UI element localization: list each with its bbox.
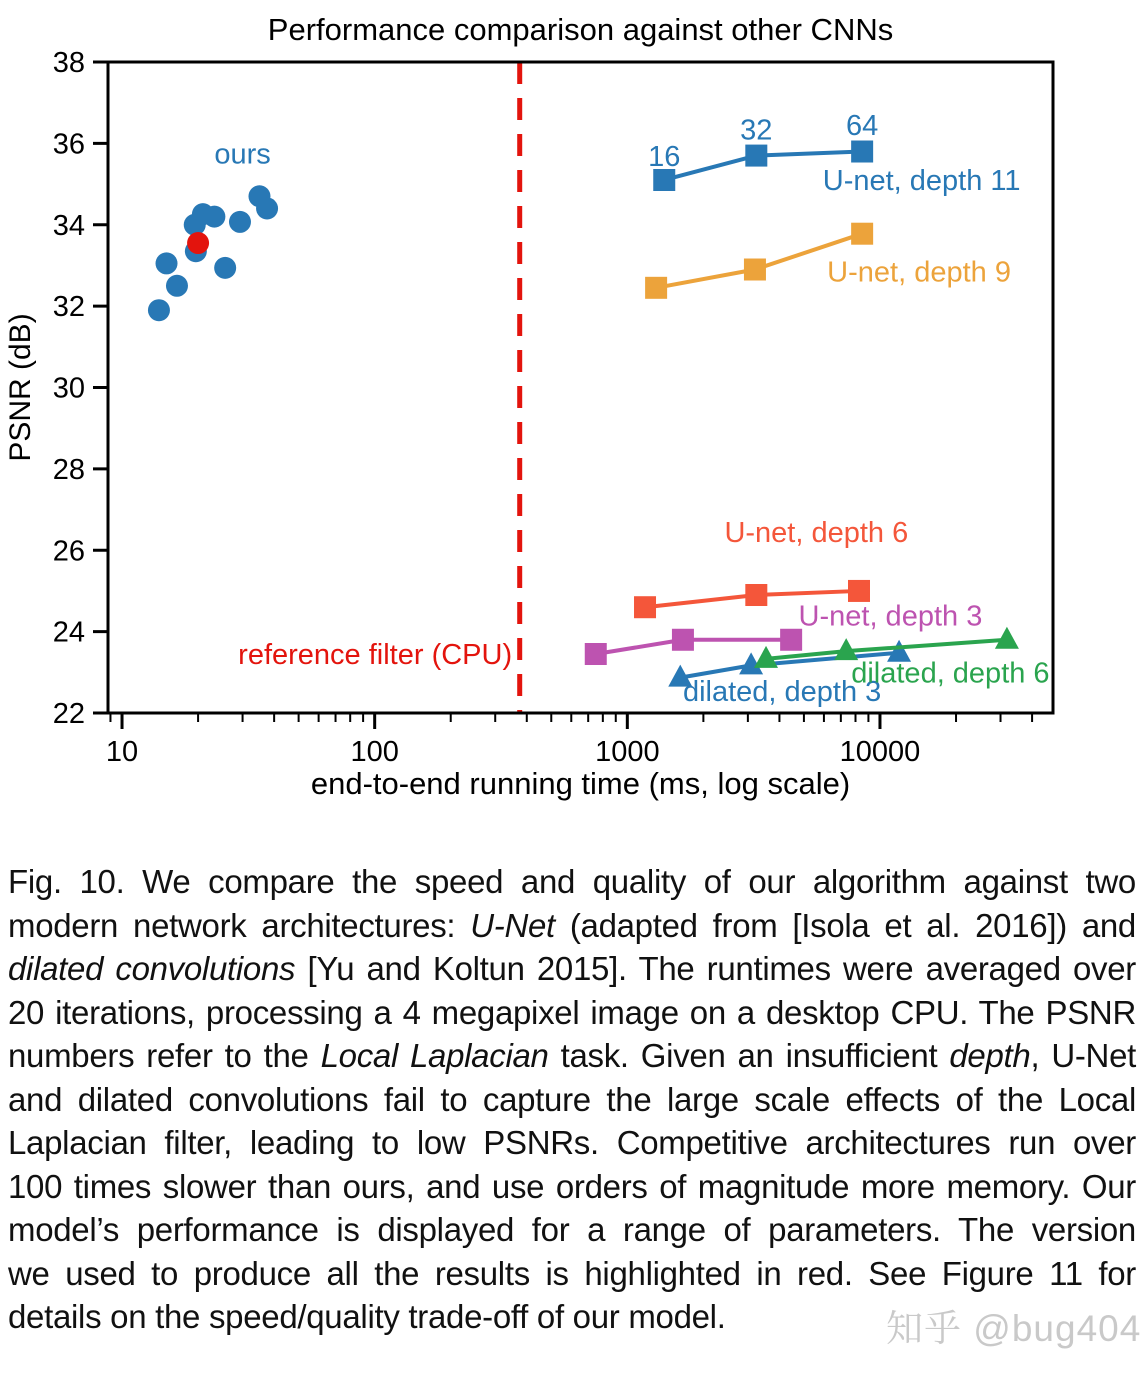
caption-segment: , U-Net <box>1030 1037 1137 1074</box>
caption-line-10 <box>8 1252 1136 1296</box>
caption-line-4 <box>8 991 1136 1035</box>
x-tick-label: 1000 <box>595 736 660 768</box>
y-tick-label: 28 <box>52 453 85 486</box>
watermark: 知乎 @bug404 <box>886 1308 1142 1349</box>
ours-point <box>166 275 188 297</box>
ours-point <box>229 211 251 233</box>
caption-segment: (adapted from [Isola et al. 2016]) and <box>554 906 1136 944</box>
caption-segment: Laplacian filter, leading to low PSNRs. Competitive architectures run over <box>8 1124 1136 1161</box>
ours-highlighted-point <box>187 232 209 254</box>
y-tick-label: 24 <box>52 616 85 649</box>
caption-line-2 <box>8 904 1136 948</box>
chart-title: Performance comparison against other CNNs <box>267 12 894 47</box>
figure-caption <box>8 860 1136 1339</box>
ours-point <box>203 206 225 228</box>
marker-square-u-net-depth-9 <box>744 259 766 281</box>
caption-segment: we used to produce all the results is highlighted in red. See Figure 11 for <box>8 1254 1136 1292</box>
caption-line-5 <box>8 1034 1136 1078</box>
caption-segment: details on the speed/quality trade-off of our model. <box>8 1298 726 1335</box>
y-tick-label: 26 <box>52 535 85 568</box>
caption-segment: model’s performance is displayed for a range of parameters. The version <box>8 1211 1136 1248</box>
marker-square-u-net-depth-6 <box>634 596 656 618</box>
annotation-u-net-depth-6: U-net, depth 6 <box>724 517 909 550</box>
caption-segment: [Yu and Koltun 2015]. The runtimes were averaged over <box>295 950 1136 987</box>
x-tick-label: 10000 <box>839 736 921 768</box>
annotation-dilated-depth-3: dilated, depth 3 <box>682 675 882 708</box>
y-tick-label: 30 <box>52 372 85 405</box>
caption-line-3 <box>8 947 1136 991</box>
y-tick-label: 36 <box>52 128 85 161</box>
marker-square-u-net-depth-9 <box>851 223 873 245</box>
ours-point <box>256 197 278 219</box>
marker-square-u-net-depth-11 <box>851 141 873 163</box>
caption-italic-segment: Local Laplacian <box>320 1037 549 1074</box>
annotation-64: 64 <box>846 110 879 143</box>
x-axis-label: end-to-end running time (ms, log scale) <box>310 766 851 801</box>
caption-segment: 100 times slower than ours, and use orders of magnitude more memory. Our <box>8 1167 1136 1205</box>
caption-segment: and dilated convolutions fail to capture the large scale effects of the Local <box>8 1080 1136 1118</box>
annotation-reference-filter-cpu: reference filter (CPU) <box>238 639 513 672</box>
y-tick-label: 22 <box>52 698 85 730</box>
caption-italic-segment: U-Net <box>470 906 555 944</box>
annotation-u-net-depth-11: U-net, depth 11 <box>822 165 1021 198</box>
annotation-u-net-depth-9: U-net, depth 9 <box>827 256 1011 289</box>
caption-segment: numbers refer to the <box>8 1037 321 1074</box>
annotation-u-net-depth-3: U-net, depth 3 <box>798 600 983 633</box>
caption-line-7 <box>8 1121 1136 1165</box>
marker-square-u-net-depth-3 <box>585 643 607 665</box>
caption-line-8 <box>8 1165 1136 1209</box>
marker-square-u-net-depth-11 <box>745 145 767 167</box>
marker-triangle-dilated-depth-6 <box>995 627 1019 649</box>
y-tick-label: 34 <box>52 209 85 242</box>
marker-square-u-net-depth-6 <box>848 580 870 602</box>
ours-point <box>148 299 170 321</box>
x-tick-label: 10 <box>105 736 139 768</box>
x-tick-label: 100 <box>350 736 399 768</box>
ours-point <box>214 257 236 279</box>
caption-line-6 <box>8 1078 1136 1122</box>
marker-square-u-net-depth-3 <box>672 629 694 651</box>
caption-italic-segment: depth <box>949 1037 1031 1074</box>
y-tick-label: 32 <box>52 291 85 324</box>
y-axis-label: PSNR (dB) <box>4 313 37 462</box>
caption-segment: Fig. 10. We compare the speed and quality of our algorithm against two <box>8 863 1136 900</box>
caption-italic-segment: dilated convolutions <box>8 950 296 987</box>
annotation-ours: ours <box>214 138 271 171</box>
y-tick-label: 38 <box>52 47 85 79</box>
caption-segment: modern network architectures: <box>8 906 471 944</box>
ours-point <box>156 252 178 274</box>
caption-line-1 <box>8 860 1136 904</box>
annotation-16: 16 <box>648 140 681 173</box>
annotation-32: 32 <box>740 114 773 147</box>
marker-square-u-net-depth-9 <box>645 277 667 299</box>
series-line-dilated-depth-6 <box>766 640 1007 659</box>
caption-line-9 <box>8 1208 1136 1252</box>
caption-segment: task. Given an insufficient <box>548 1037 950 1074</box>
caption-segment: 20 iterations, processing a 4 megapixel image on a desktop CPU. The PSNR <box>8 993 1136 1031</box>
annotation-dilated-depth-6: dilated, depth 6 <box>851 657 1050 690</box>
marker-square-u-net-depth-6 <box>745 584 767 606</box>
